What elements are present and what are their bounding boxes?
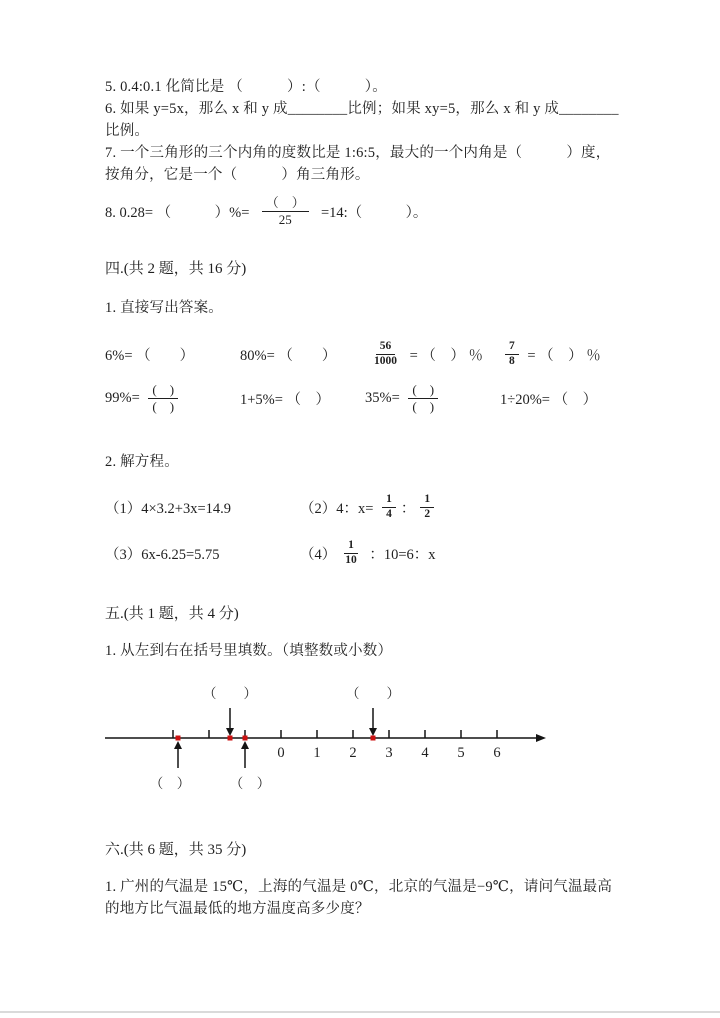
tick-labels: [277, 745, 500, 761]
fraction-numerator: 56: [376, 340, 396, 355]
calc-item-3-suffix: = （ ） ％: [406, 347, 484, 364]
number-line: [103, 680, 573, 795]
page-bottom-divider: [0, 1011, 720, 1013]
fraction-denominator: 25: [278, 211, 292, 227]
fraction-denominator: 2: [424, 507, 431, 520]
equation-3: （3）6x-6.25=5.75: [105, 546, 220, 563]
calc-row-2: [105, 379, 622, 417]
calc-item-5: [105, 382, 240, 414]
fraction-numerator: 1: [420, 493, 434, 508]
fraction: [341, 539, 361, 568]
tick-label: 1: [313, 745, 321, 761]
section-6-question-1-line-2: 的地方比气温最低的地方温度高多少度？: [105, 901, 370, 917]
fraction: [505, 340, 519, 369]
calc-item-4-suffix: = （ ） ％: [523, 347, 601, 364]
question-6-line-2: 比例。: [105, 123, 150, 139]
tick-label: 6: [493, 745, 501, 761]
calc-item-2: 80%= （ ）: [240, 347, 337, 364]
equation-4: [300, 539, 436, 568]
equation-4-suffix: ：10=6：x: [365, 546, 436, 563]
equation-2-prefix: （2）4：x=: [300, 500, 378, 517]
fraction-numerator: （ ）: [262, 195, 309, 212]
fraction: [382, 493, 396, 522]
equation-2-separator: ：: [400, 500, 416, 517]
calc-item-4: [500, 340, 622, 369]
section-5-subquestion-1: 1. 从左到右在括号里填数。（填整数或小数）: [105, 643, 393, 659]
fraction-numerator: ( ): [148, 382, 178, 399]
question-7-line-2: 按角分，它是一个（ ）角三角形。: [105, 167, 370, 183]
tick-label: 2: [349, 745, 357, 761]
section-4-heading: 四.(共 2 题，共 16 分): [105, 261, 247, 277]
fraction: [370, 340, 401, 369]
number-line-axis: [105, 730, 546, 742]
tick-label: 0: [277, 745, 285, 761]
calc-item-8: 1÷20%= （ ）: [500, 391, 598, 408]
fraction-denominator: 8: [509, 354, 515, 367]
fraction-numerator: 1: [382, 493, 396, 508]
fraction-numerator: 1: [344, 539, 358, 554]
calc-item-1: 6%= （ ）: [105, 347, 195, 364]
fraction-denominator: ( ): [412, 398, 435, 414]
up-arrow-icon: [174, 741, 182, 768]
question-8-prefix: 8. 0.28= （ ）%=: [105, 204, 257, 221]
section-6-question-1-line-1: 1. 广州的气温是 15℃，上海的气温是 0℃，北京的气温是−9℃，请问气温最高: [105, 879, 613, 895]
fraction: [420, 493, 434, 522]
number-line-blank-top-1: （ ）: [203, 686, 257, 701]
question-8-fraction: [262, 195, 309, 227]
equation-1: （1）4×3.2+3x=14.9: [105, 500, 232, 517]
calc-item-3: [365, 340, 500, 369]
number-line-blank-top-2: （ ）: [346, 686, 400, 701]
up-arrow-icon: [241, 741, 249, 768]
down-arrow-icon: [369, 708, 377, 736]
equation-row-2: [105, 535, 622, 571]
section-6-heading: 六.(共 6 题，共 35 分): [105, 842, 247, 858]
question-5: 5. 0.4:0.1 化简比是 （ ）:（ ）。: [105, 79, 387, 95]
section-4-subquestion-1: 1. 直接写出答案。: [105, 300, 223, 316]
equation-row-1: [105, 489, 622, 525]
down-arrow-icon: [226, 708, 234, 736]
section-5-heading: 五.(共 1 题，共 4 分): [105, 606, 239, 622]
calc-item-7: [365, 382, 500, 414]
calc-item-7-prefix: 35%=: [365, 389, 404, 406]
fraction-denominator: 1000: [374, 354, 397, 367]
tick-label: 5: [457, 745, 465, 761]
tick-label: 4: [421, 745, 429, 761]
calc-row-1: [105, 335, 622, 373]
fraction-denominator: 4: [386, 507, 392, 520]
number-line-blank-bottom-1: （ ）: [149, 776, 191, 791]
fraction: [408, 382, 438, 414]
fraction-numerator: 7: [505, 340, 519, 355]
calc-item-6: 1+5%= （ ）: [240, 391, 331, 408]
number-line-blank-bottom-2: （ ）: [229, 776, 271, 791]
question-8: [105, 188, 622, 234]
section-4-subquestion-2: 2. 解方程。: [105, 454, 179, 470]
question-7-line-1: 7. 一个三角形的三个内角的度数比是 1:6:5，最大的一个内角是（ ）度，: [105, 145, 611, 161]
fraction-denominator: 10: [345, 553, 357, 566]
fraction-denominator: ( ): [152, 398, 175, 414]
equation-4-prefix: （4）: [300, 546, 337, 563]
tick-label: 3: [385, 745, 393, 761]
calc-item-5-prefix: 99%=: [105, 389, 144, 406]
equation-2: [300, 493, 439, 522]
question-8-suffix: =14:（ ）。: [313, 204, 428, 221]
fraction: [148, 382, 178, 414]
fraction-numerator: ( ): [408, 382, 438, 399]
question-6-line-1: 6. 如果 y=5x，那么 x 和 y 成________比例；如果 xy=5，那么 x 和 y 成________: [105, 101, 619, 117]
